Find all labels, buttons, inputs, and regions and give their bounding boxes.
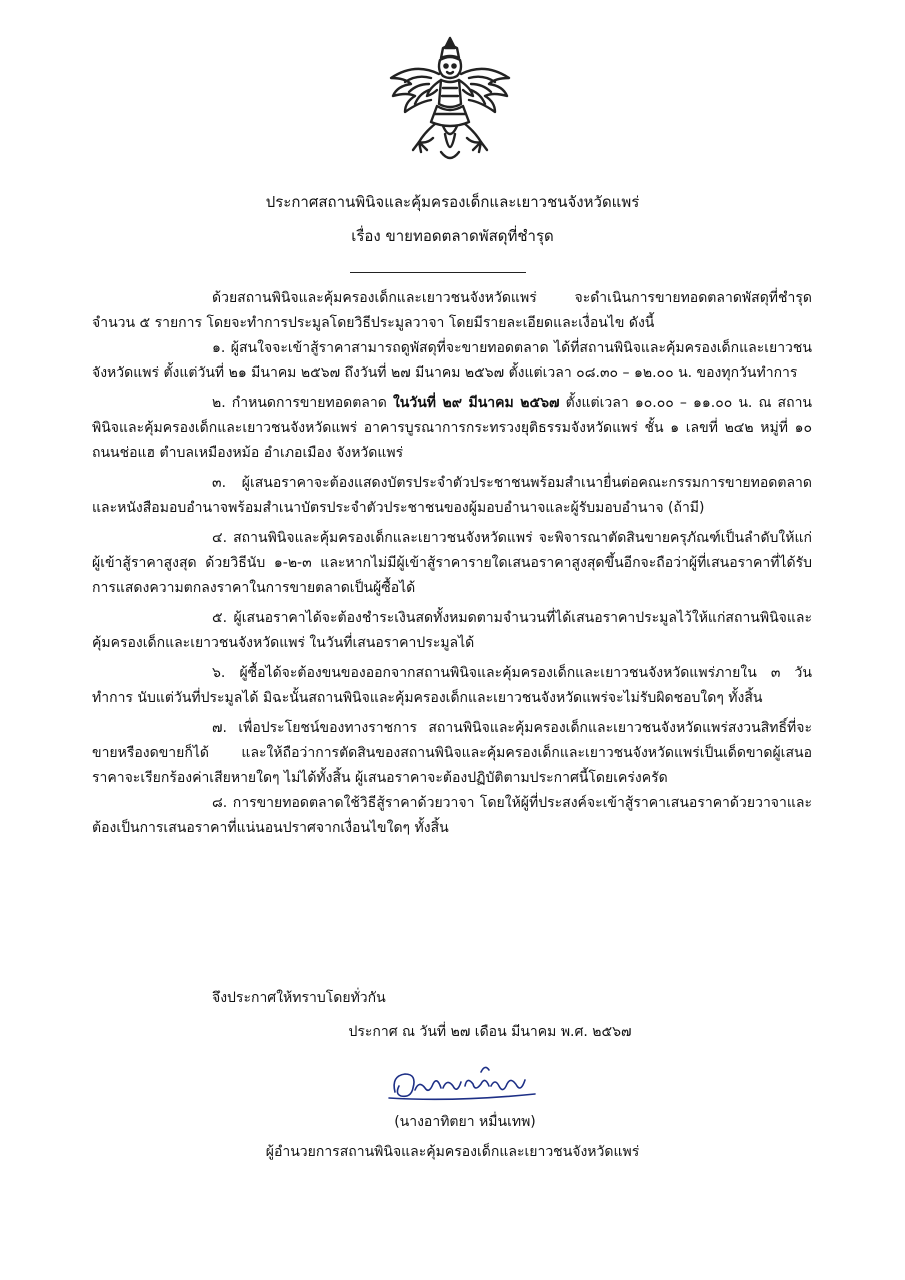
signatory-name: (นางอาทิตยา หมื่นเทพ) [394, 1114, 536, 1130]
title-divider [350, 272, 526, 273]
condition-item-4: ๔. สถานพินิจและคุ้มครองเด็กและเยาวชนจังหวัดแพร่ จะพิจารณาตัดสินขายครุภัณฑ์เป็นลำดับให้แก่ผู้เข้าสู้ราคาสูงสุด ด้วยวิธีนับ ๑-๒-๓ และหากไม่มีผู้เข้าสู้ราคารายใดเสนอราคาสูงสุดขึ้นอีกจะถือว่าผู้ที่เสนอราคาที่ได้รับการแสดงความตกลงราคาในการขายตลาดเป็นผู้ซื้อได้ [92, 530, 812, 596]
handwritten-signature [385, 1062, 545, 1106]
announcement-date: ประกาศ ณ วันที่ ๒๗ เดือน มีนาคม พ.ศ. ๒๕๖๗ [348, 1024, 632, 1040]
condition-item-5: ๕. ผู้เสนอราคาได้จะต้องชำระเงินสดทั้งหมดตามจำนวนที่ได้เสนอราคาประมูลไว้ให้แก่สถานพินิจและคุ้มครองเด็กและเยาวชนจังหวัดแพร่ ในวันที่เสนอราคาประมูลได้ [92, 610, 812, 651]
announcement-body [92, 286, 812, 841]
condition-item-7: ๗. เพื่อประโยชน์ของทางราชการ สถานพินิจและคุ้มครองเด็กและเยาวชนจังหวัดแพร่สงวนสิทธิ์ที่จะขายหรืองดขายก็ได้ และให้ถือว่าการตัดสินของสถานพินิจและคุ้มครองเด็กและเยาวชนจังหวัดแพร่เป็นเด็ดขาดผู้เสนอราคาจะเรียกร้องค่าเสียหายใดๆ ไม่ได้ทั้งสิ้น ผู้เสนอราคาจะต้องปฏิบัติตามประกาศนี้โดยเคร่งครัด [92, 720, 812, 786]
item-2-rest: ตั้งแต่เวลา ๑๐.๐๐ – ๑๑.๐๐ น. ณ สถานพินิจและคุ้มครองเด็กและเยาวชนจังหวัดแพร่ อาคารบูรณาการกระทรวงยุติธรรมจังหวัดแพร่ ชั้น ๑ เลขที่ ๒๔๒ หมู่ที่ ๑๐ ถนนช่อแฮ ตำบลเหมืองหม้อ อำเภอเมือง จังหวัดแพร่ [92, 395, 813, 461]
condition-item-2 [92, 391, 812, 466]
condition-item-1: ๑. ผู้สนใจจะเข้าสู้ราคาสามารถดูพัสดุที่จะขายทอดตลาด ได้ที่สถานพินิจและคุ้มครองเด็กและเยาวชนจังหวัดแพร่ ตั้งแต่วันที่ ๒๑ มีนาคม ๒๕๖๗ ถึงวันที่ ๒๗ มีนาคม ๒๕๖๗ ตั้งแต่เวลา ๐๘.๓๐ – ๑๒.๐๐ น. ของทุกวันทำการ [92, 340, 812, 381]
closing-statement: จึงประกาศให้ทราบโดยทั่วกัน [212, 990, 386, 1006]
condition-item-8: ๘. การขายทอดตลาดใช้วิธีสู้ราคาด้วยวาจา โดยให้ผู้ที่ประสงค์จะเข้าสู้ราคาเสนอราคาด้วยวาจาและต้องเป็นการเสนอราคาที่แน่นอนปราศจากเงื่อนไขใดๆ ทั้งสิ้น [92, 795, 812, 836]
announcement-title: ประกาศสถานพินิจและคุ้มครองเด็กและเยาวชนจังหวัดแพร่ [265, 193, 640, 211]
item-2-date: ในวันที่ ๒๙ มีนาคม ๒๕๖๗ [392, 395, 560, 411]
announcement-subject: เรื่อง ขายทอดตลาดพัสดุที่ชำรุด [351, 227, 554, 245]
item-2-lead: ๒. กำหนดการขายทอดตลาด [212, 395, 393, 411]
signatory-position: ผู้อำนวยการสถานพินิจและคุ้มครองเด็กและเยาวชนจังหวัดแพร่ [265, 1144, 640, 1160]
condition-item-3: ๓. ผู้เสนอราคาจะต้องแสดงบัตรประจำตัวประชาชนพร้อมสำเนายื่นต่อคณะกรรมการขายทอดตลาดและหนังสือมอบอำนาจพร้อมสำเนาบัตรประจำตัวประชาชนของผู้มอบอำนาจและผู้รับมอบอำนาจ (ถ้ามี) [92, 475, 812, 516]
garuda-emblem-icon [385, 34, 515, 166]
condition-item-6: ๖. ผู้ซื้อได้จะต้องขนของออกจากสถานพินิจและคุ้มครองเด็กและเยาวชนจังหวัดแพร่ภายใน ๓ วันทำการ นับแต่วันที่ประมูลได้ มิฉะนั้นสถานพินิจและคุ้มครองเด็กและเยาวชนจังหวัดแพร่จะไม่รับผิดชอบใดๆ ทั้งสิ้น [92, 665, 812, 706]
intro-paragraph: ด้วยสถานพินิจและคุ้มครองเด็กและเยาวชนจังหวัดแพร่ จะดำเนินการขายทอดตลาดพัสดุที่ชำรุด จำนวน ๕ รายการ โดยจะทำการประมูลโดยวิธีประมูลวาจา โดยมีรายละเอียดและเงื่อนไข ดังนี้ [92, 290, 812, 331]
